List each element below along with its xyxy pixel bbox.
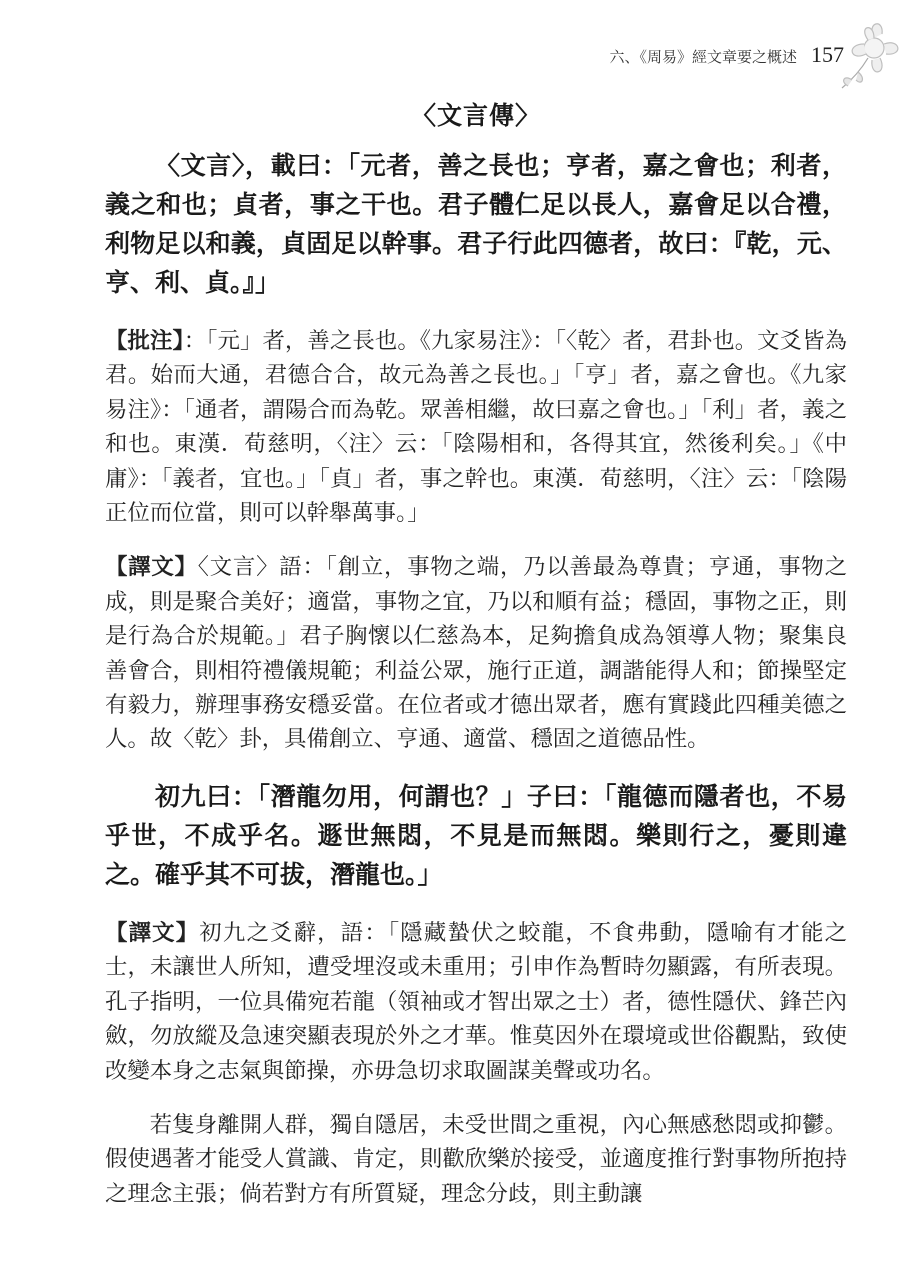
classic-text-wenyan xyxy=(105,146,847,302)
annotation-paragraph xyxy=(105,324,847,530)
translation-label: 【譯文】 xyxy=(105,919,200,946)
classic-text: 初九曰：「潛龍勿用，何謂也？」子曰：「龍德而隱者也，不易乎世，不成乎名。遯世無悶，不見是而無悶。樂則行之，憂則違之。確乎其不可拔，潛龍也。」 xyxy=(105,781,847,889)
annotation-label: 【批注】 xyxy=(105,328,184,354)
translation-text: 初九之爻辭，語：「隱藏蟄伏之蛟龍，不食弗動，隱喻有才能之士，未讓世人所知，遭受埋沒或未重用；引申作為暫時勿顯露，有所表現。孔子指明，一位具備宛若龍（領袖或才智出眾之士）者，德性隱伏、鋒芒內斂，勿放縱及急速突顯表現於外之才華。惟莫因外在環境或世俗觀點，致使改變本身之志氣與節操，亦毋急切求取圖謀美聲或功名。 xyxy=(105,919,847,1084)
translation-paragraph xyxy=(105,916,847,1088)
page-content xyxy=(105,96,847,1211)
translation-text: 〈文言〉語：「創立，事物之端，乃以善最為尊貴；亨通，事物之成，則是聚合美好；適當，事物之宜，乃以和順有益；穩固，事物之正，則是行為合於規範。」君子胸懷以仁慈為本，足夠擔負成為領導人物；聚集良善會合，則相符禮儀規範；利益公眾，施行正道，調諧能得人和；節操堅定有毅力，辦理事務安穩妥當。在位者或才德出眾者，應有實踐此四種美德之人。故〈乾〉卦，具備創立、亨通、適當、穩固之道德品性。 xyxy=(105,554,847,753)
flower-ornament-icon xyxy=(822,8,914,100)
annotation-text: ：「元」者，善之長也。《九家易注》：「〈乾〉者，君卦也。文爻皆為君。始而大通，君德合合，故元為善之長也。」「亨」者，嘉之會也。《九家易注》：「通者，謂陽合而為乾。眾善相繼，故曰嘉之會也。」「利」者，義之和也。東漢．荀慈明，〈注〉云：「陰陽相和，各得其宜，然後利矣。」《中庸》：「義者，宜也。」「貞」者，事之幹也。東漢．荀慈明，〈注〉云：「陰陽正位而位當，則可以幹舉萬事。」 xyxy=(105,328,848,527)
page-number: 157 xyxy=(811,42,844,67)
body-paragraph xyxy=(105,1108,847,1211)
classic-text: 〈文言〉，載曰：「元者，善之長也；亨者，嘉之會也；利者，義之和也；貞者，事之干也。君子體仁足以長人，嘉會足以合禮，利物足以和義，貞固足以幹事。君子行此四德者，故曰：『乾，元、亨、利、貞。』」 xyxy=(105,151,847,297)
classic-text-chujiu xyxy=(105,777,847,894)
section-title: 〈文言傳〉 xyxy=(410,101,541,130)
translation-label: 【譯文】 xyxy=(105,554,198,581)
translation-paragraph xyxy=(105,550,847,756)
running-header xyxy=(609,42,844,68)
body-text: 若隻身離開人群，獨自隱居，未受世間之重視，內心無感愁悶或抑鬱。假使遇著才能受人賞識、肯定，則歡欣樂於接受，並適度推行對事物所抱持之理念主張；倘若對方有所質疑，理念分歧，則主動讓 xyxy=(105,1111,847,1207)
running-title: 六、《周易》經文章要之概述 xyxy=(609,48,797,66)
